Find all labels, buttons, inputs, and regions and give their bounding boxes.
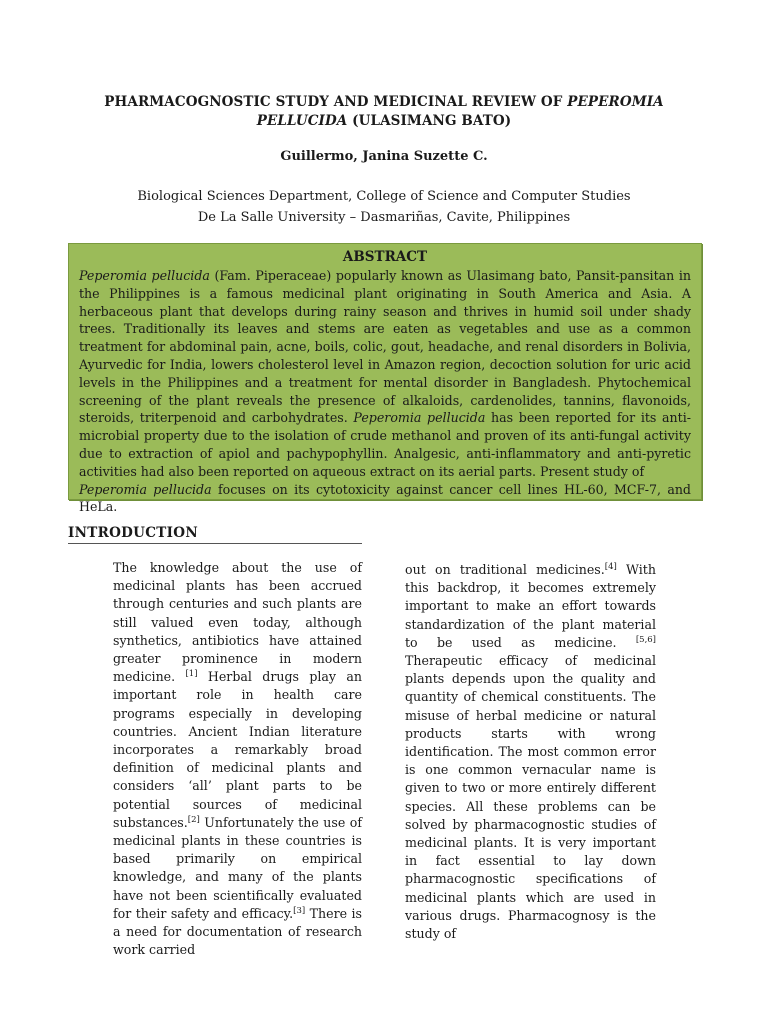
citation-ref: [4] bbox=[604, 562, 617, 572]
abstract-text-1: (Fam. Piperaceae) popularly known as Ulasimang bato, Pansit-pansitan in the Philippines is a famous medicinal plant originating in South America and Asia. A herbaceous plant that develops during rainy season and thrives in humid soil under shady trees. Traditionally its leaves and stems are eaten as vegetables and use as a common treatment for abdominal pain, acne, boils, colic, gout, headache, and renal disorders in Bolivia, Ayurvedic for India, lowers cholesterol level in Amazon region, decoction solution for uric acid levels in the Philippines and a treatment for mental disorder in Bangladesh. Phytochemical screening of the plant reveals the presence of alkaloids, cardenolides, tannins, flavonoids, steroids, triterpenoid and carbohydrates. bbox=[79, 268, 691, 426]
citation-ref: [2] bbox=[187, 814, 200, 825]
intro-text: out on traditional medicines. bbox=[405, 562, 605, 577]
affiliation-university: De La Salle University – Dasmariñas, Cavite, Philippines bbox=[197, 210, 571, 225]
title-text: PHARMACOGNOSTIC STUDY AND MEDICINAL REVIEW OF bbox=[104, 94, 568, 110]
author-name: Guillermo, Janina Suzette C. bbox=[280, 149, 488, 164]
affiliation bbox=[0, 186, 768, 228]
title-common-name: (ULASIMANG BATO) bbox=[347, 113, 512, 129]
abstract-text-2: has been reported for its anti-microbial property due to the isolation of crude methanol and proven of its anti-fungal activity due to extraction of apiol and pachypophyllin. Analgesic, anti-inflammatory and anti-pyretic activities had also been reported on aqueous extract on its aerial parts. Present study of bbox=[79, 410, 691, 479]
intro-text: Therapeutic efficacy of medicinal plants depends upon the quality and quantity of chemical constituents. The misuse of herbal medicine or natural products starts with wrong identification. The most common error is one common vernacular name is given to two or more entirely different species. All these problems can be solved by pharmacognostic studies of medicinal plants. It is very important in fact essential to lay down pharmacognostic specifications of medicinal plants which are used in various drugs. Pharmacognosy is the study of bbox=[405, 653, 656, 942]
intro-text: There is a need for documentation of research work carried bbox=[113, 905, 362, 958]
abstract-species-3: Peperomia pellucida bbox=[79, 481, 212, 497]
intro-column-left bbox=[113, 559, 362, 959]
abstract-body bbox=[79, 267, 691, 516]
abstract-heading: ABSTRACT bbox=[342, 249, 428, 265]
title-species-genus: PEPEROMIA bbox=[567, 94, 664, 110]
affiliation-department: Biological Sciences Department, College of Science and Computer Studies bbox=[137, 189, 631, 204]
intro-text: Unfortunately the use of medicinal plants in these countries is based primarily on empirical knowledge, and many of the plants have not been scientifically evaluated for their safety and efficacy. bbox=[113, 814, 362, 921]
abstract-box bbox=[68, 243, 702, 515]
title-species-epithet: PELLUCIDA bbox=[256, 113, 348, 129]
intro-column-right bbox=[405, 561, 656, 943]
citation-ref: [5,6] bbox=[635, 634, 656, 645]
abstract-species-1: Peperomia pellucida bbox=[79, 268, 210, 283]
abstract-text-3: focuses on its cytotoxicity against cancer cell lines HL-60, MCF-7, and HeLa. bbox=[79, 481, 691, 515]
abstract-species-2: Peperomia pellucida bbox=[353, 410, 486, 426]
intro-text: With this backdrop, it becomes extremely important to make an effort towards standardization of the plant material to be used as medicine. bbox=[405, 562, 656, 650]
citation-ref: [3] bbox=[293, 905, 306, 916]
section-divider bbox=[68, 543, 362, 544]
section-heading-introduction: INTRODUCTION bbox=[68, 525, 198, 541]
paper-title bbox=[80, 93, 688, 131]
intro-text: Herbal drugs play an important role in health care programs especially in developing countries. Ancient Indian literature incorporates a remarkably broad definition of medicinal plants and considers ‘all’ plant parts to be potential sources of medicinal substances. bbox=[113, 669, 362, 830]
intro-text: The knowledge about the use of medicinal plants has been accrued through centuries and such plants are still valued even today, although synthetics, antibiotics have attained greater prominence in modern medicine. bbox=[113, 560, 362, 685]
citation-ref: [1] bbox=[185, 669, 198, 680]
